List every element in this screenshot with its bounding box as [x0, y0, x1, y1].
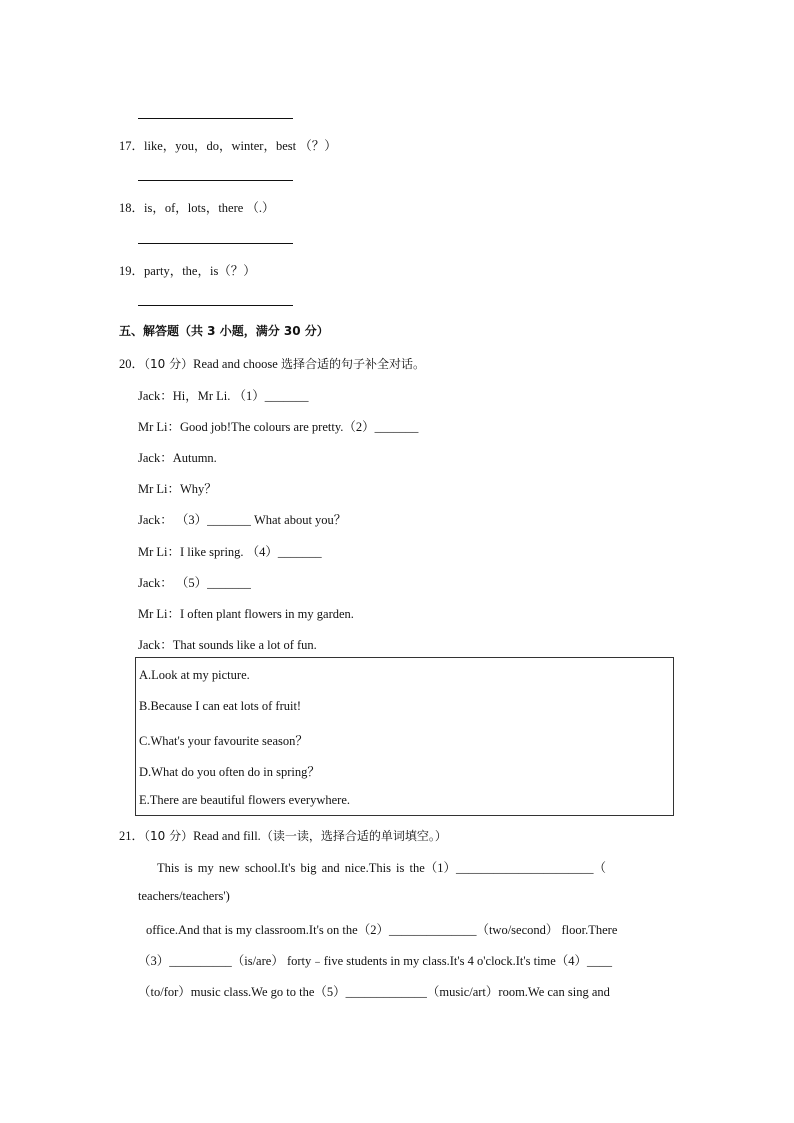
dialogue-line: Jack：That sounds like a lot of fun.	[138, 638, 317, 652]
question-text: is，of，lots，there （.）	[144, 201, 275, 215]
passage-line: This is my new school.It's big and nice.This is the（1）______________________（	[157, 861, 607, 875]
option-b: B.Because I can eat lots of fruit!	[139, 699, 302, 713]
question-21-header	[119, 826, 447, 844]
question-18	[119, 198, 275, 216]
instruction-en: Read and fill.	[193, 829, 261, 843]
option-a: A.Look at my picture.	[139, 668, 250, 682]
options-box	[135, 657, 674, 816]
instruction-cn: （读一读，选择合适的单词填空。）	[260, 829, 447, 843]
question-20-header	[119, 354, 425, 372]
dialogue-line: Jack： （3）_______ What about you？	[138, 513, 347, 527]
question-number: 21．	[119, 829, 145, 843]
passage-line: office.And that is my classroom.It's on the（2）______________（two/second） floor.There	[146, 923, 618, 937]
instruction-cn: 选择合适的句子补全对话。	[280, 357, 425, 371]
question-text: like，you，do，winter，best （？）	[144, 139, 337, 153]
dialogue-line: Mr Li：I like spring. （4）_______	[138, 545, 322, 559]
dialogue-line: Mr Li：Good job!The colours are pretty.（2）_______	[138, 420, 419, 434]
option-c: C.What's your favourite season？	[139, 734, 308, 748]
dialogue-line: Jack：Autumn.	[138, 451, 217, 465]
question-number: 19．	[119, 264, 145, 278]
passage-line: teachers/teachers')	[138, 889, 230, 903]
dialogue-line: Jack：Hi，Mr Li. （1）_______	[138, 389, 309, 403]
question-17	[119, 136, 337, 154]
answer-line	[138, 243, 293, 244]
dialogue-line: Jack： （5）_______	[138, 576, 251, 590]
question-number: 18．	[119, 201, 145, 215]
option-d: D.What do you often do in spring？	[139, 765, 320, 779]
question-text: party，the，is（？）	[144, 264, 256, 278]
instruction-en: Read and choose	[193, 357, 281, 371]
option-e: E.There are beautiful flowers everywhere.	[139, 793, 350, 807]
answer-line	[138, 305, 293, 306]
passage-line: （3）__________（is/are） forty﹣five students in my class.It's 4 o'clock.It's time（4）____	[138, 954, 613, 968]
question-19	[119, 261, 256, 279]
answer-line	[138, 118, 293, 119]
question-points: （10 分）	[144, 357, 194, 371]
passage-line: （to/for）music class.We go to the（5）_____________（music/art）room.We can sing and	[138, 985, 610, 999]
dialogue-line: Mr Li：I often plant flowers in my garden.	[138, 607, 354, 621]
section-heading: 五、解答题（共 3 小题，满分 30 分）	[119, 324, 329, 338]
dialogue-line: Mr Li：Why？	[138, 482, 217, 496]
question-number: 20．	[119, 357, 145, 371]
answer-line	[138, 180, 293, 181]
question-number: 17．	[119, 139, 145, 153]
question-points: （10 分）	[144, 829, 194, 843]
